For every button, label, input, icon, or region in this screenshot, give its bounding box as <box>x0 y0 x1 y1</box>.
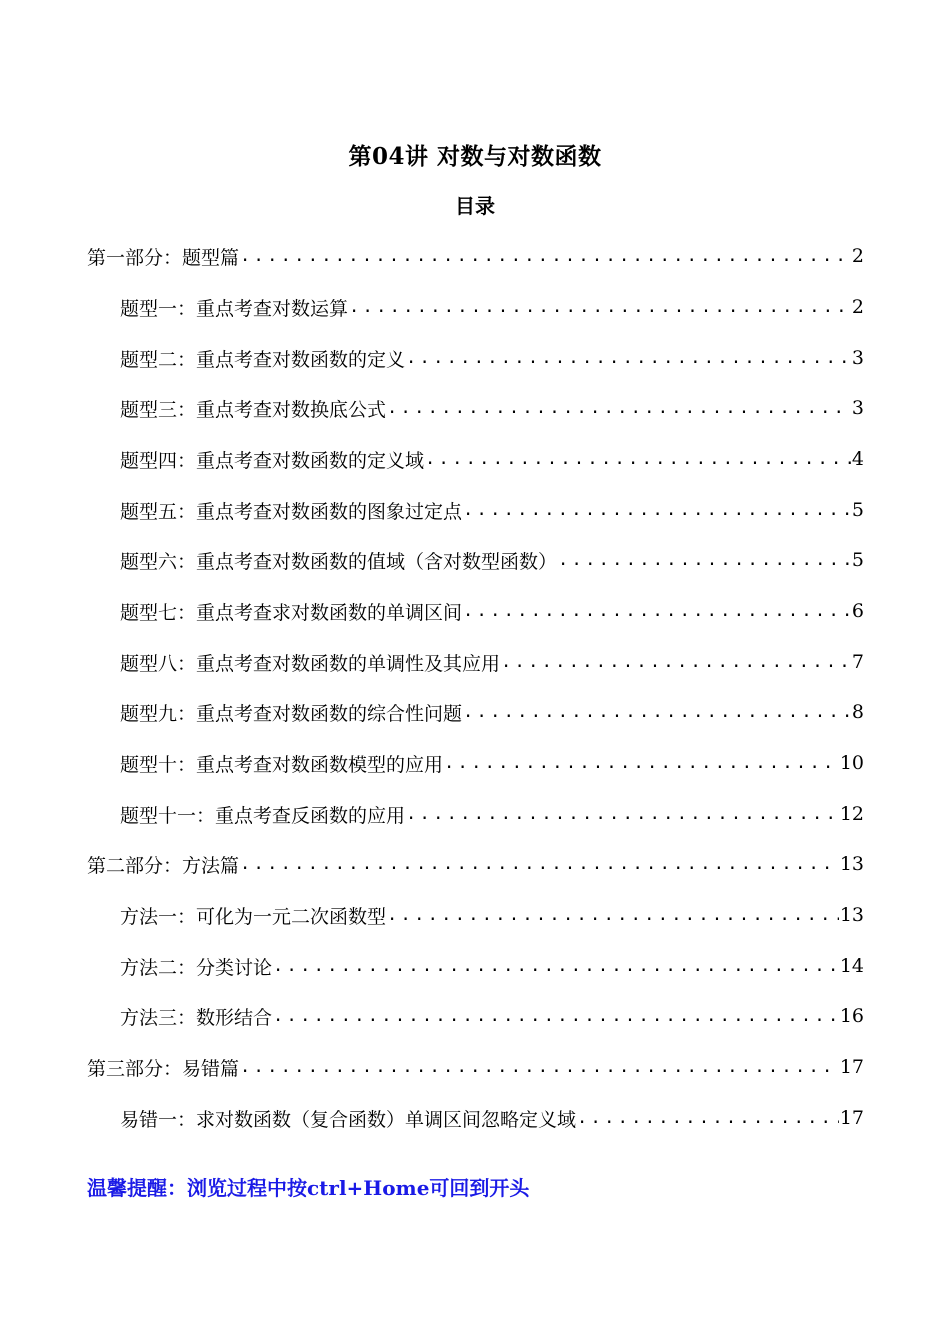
toc-entry-page: 2 <box>851 245 864 267</box>
toc-entry[interactable] <box>120 895 864 935</box>
toc-entry[interactable] <box>87 844 864 884</box>
toc-leader-dots <box>558 550 851 570</box>
toc-entry[interactable] <box>120 794 864 834</box>
toc-entry-label: 题型十：重点考查对数函数模型的应用 <box>120 753 444 776</box>
toc-entry-page: 5 <box>851 549 864 571</box>
toc-entry-label: 方法三：数形结合 <box>120 1006 273 1029</box>
toc-entry-label: 第一部分：题型篇 <box>87 246 240 269</box>
toc-entry-page: 5 <box>851 499 864 521</box>
toc-leader-dots <box>387 905 839 925</box>
toc-leader-dots <box>387 398 851 418</box>
toc-entry-page: 3 <box>851 397 864 419</box>
toc-leader-dots <box>501 652 851 672</box>
toc-entry-label: 题型二：重点考查对数函数的定义 <box>120 348 406 371</box>
toc-leader-dots <box>577 1108 839 1128</box>
toc-entry-label: 题型三：重点考查对数换底公式 <box>120 398 387 421</box>
toc-leader-dots <box>273 1006 839 1026</box>
toc-entry-page: 8 <box>851 701 864 723</box>
toc-leader-dots <box>240 1057 839 1077</box>
toc-entry-label: 易错一：求对数函数（复合函数）单调区间忽略定义域 <box>120 1108 577 1131</box>
toc-entry[interactable] <box>120 743 864 783</box>
toc-entry[interactable] <box>120 591 864 631</box>
toc-entry-label: 第二部分：方法篇 <box>87 854 240 877</box>
toc-leader-dots <box>406 348 851 368</box>
toc-entry-page: 3 <box>851 347 864 369</box>
toc-entry-page: 13 <box>839 853 864 875</box>
toc-entry-label: 题型五：重点考查对数函数的图象过定点 <box>120 500 463 523</box>
toc-leader-dots <box>349 297 851 317</box>
toc-leader-dots <box>463 601 851 621</box>
toc-entry-page: 4 <box>851 448 864 470</box>
toc-entry-page: 13 <box>839 904 864 926</box>
toc-entry[interactable] <box>87 1047 864 1087</box>
toc-entry[interactable] <box>120 490 864 530</box>
toc-entry-label: 题型八：重点考查对数函数的单调性及其应用 <box>120 652 501 675</box>
toc-entry[interactable] <box>120 540 864 580</box>
toc-leader-dots <box>240 246 851 266</box>
toc-entry-label: 第三部分：易错篇 <box>87 1057 240 1080</box>
toc-entry-page: 14 <box>839 955 864 977</box>
toc-entry[interactable] <box>120 692 864 732</box>
toc-entry-label: 方法二：分类讨论 <box>120 956 273 979</box>
toc-entry[interactable] <box>120 388 864 428</box>
toc-entry-page: 7 <box>851 651 864 673</box>
toc-leader-dots <box>463 500 851 520</box>
toc-entry-label: 方法一：可化为一元二次函数型 <box>120 905 387 928</box>
toc-entry-page: 17 <box>839 1056 864 1078</box>
toc-leader-dots <box>444 753 839 773</box>
toc-entry-page: 10 <box>839 752 864 774</box>
toc-leader-dots <box>240 854 839 874</box>
toc-entry[interactable] <box>120 287 864 327</box>
navigation-reminder: 温馨提醒：浏览过程中按ctrl+Home可回到开头 <box>87 1176 530 1200</box>
toc-heading: 目录 <box>455 194 495 218</box>
toc-entry[interactable] <box>120 439 864 479</box>
toc-entry[interactable] <box>120 1098 864 1138</box>
toc-leader-dots <box>463 702 851 722</box>
toc-entry[interactable] <box>120 946 864 986</box>
toc-entry-label: 题型十一：重点考查反函数的应用 <box>120 804 406 827</box>
toc-entry[interactable] <box>120 338 864 378</box>
toc-entry-label: 题型九：重点考查对数函数的综合性问题 <box>120 702 463 725</box>
toc-entry-label: 题型六：重点考查对数函数的值域（含对数型函数） <box>120 550 558 573</box>
toc-entry-page: 6 <box>851 600 864 622</box>
toc-leader-dots <box>273 956 839 976</box>
toc-entry-label: 题型四：重点考查对数函数的定义域 <box>120 449 425 472</box>
toc-leader-dots <box>406 804 839 824</box>
document-title: 第04讲 对数与对数函数 <box>348 143 602 170</box>
toc-entry-page: 16 <box>839 1005 864 1027</box>
toc-entry[interactable] <box>120 996 864 1036</box>
toc-entry-page: 12 <box>839 803 864 825</box>
toc-entry[interactable] <box>120 642 864 682</box>
toc-entry-label: 题型七：重点考查求对数函数的单调区间 <box>120 601 463 624</box>
toc-entry-page: 17 <box>839 1107 864 1129</box>
toc-leader-dots <box>425 449 851 469</box>
toc-entry-page: 2 <box>851 296 864 318</box>
toc-entry[interactable] <box>87 236 864 276</box>
toc-entry-label: 题型一：重点考查对数运算 <box>120 297 349 320</box>
